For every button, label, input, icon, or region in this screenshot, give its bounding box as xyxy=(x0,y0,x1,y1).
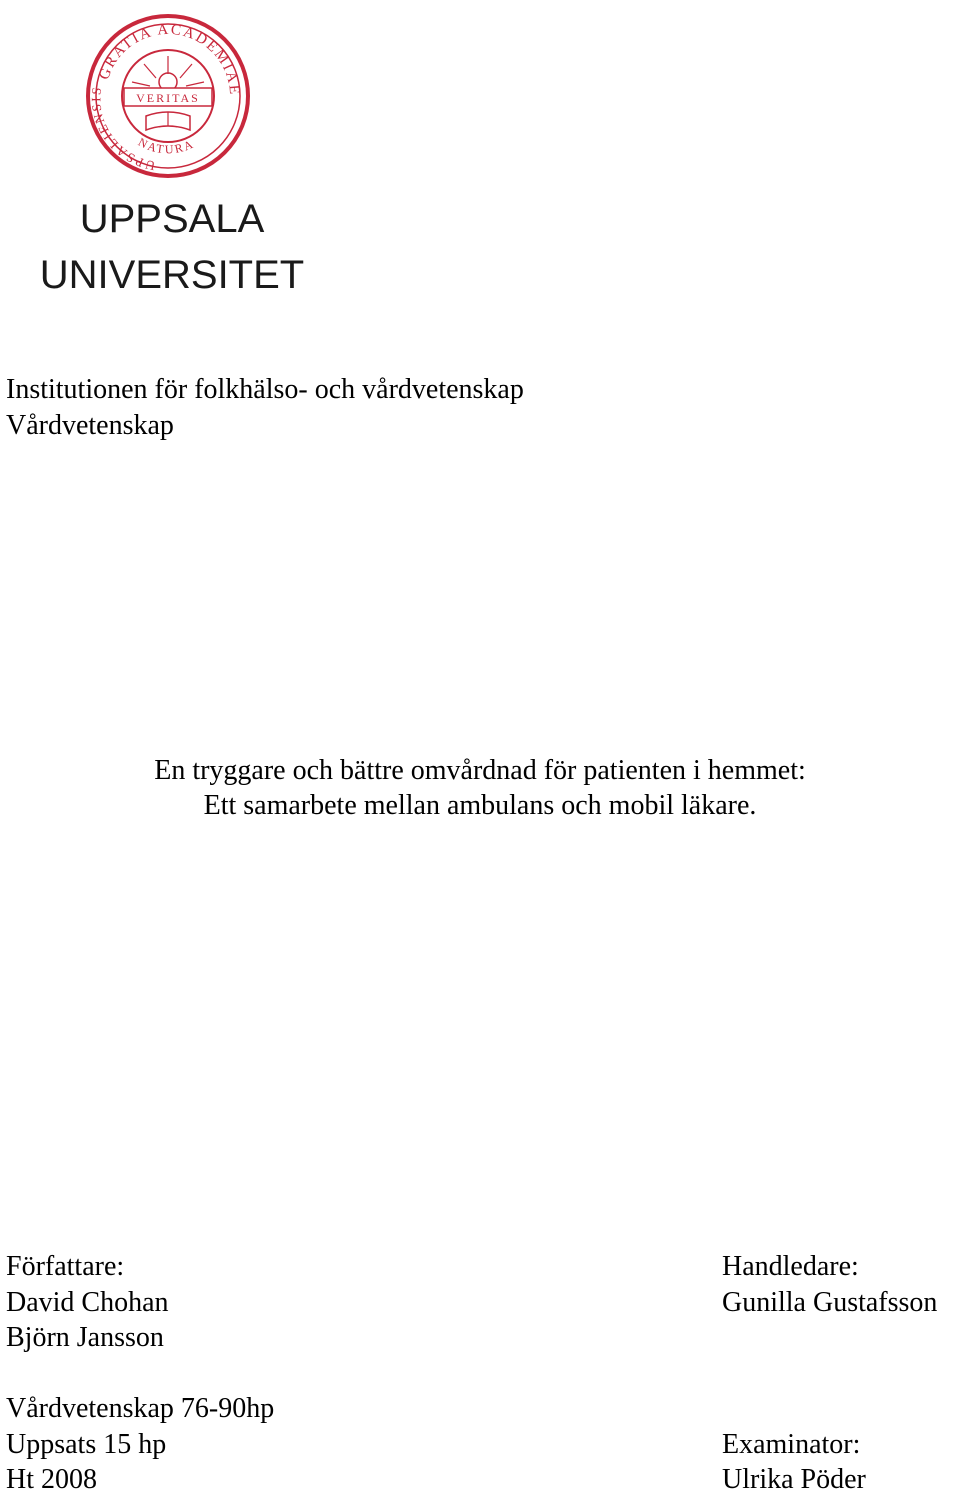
author-name: Björn Jansson xyxy=(6,1322,164,1353)
seal-banner-text: VERITAS xyxy=(136,91,200,105)
course-thesis: Uppsats 15 hp xyxy=(6,1429,167,1460)
seal-text-bottom: NATURA xyxy=(135,134,197,157)
wordmark-line-2: UNIVERSITET xyxy=(39,253,305,296)
university-wordmark-logo xyxy=(22,196,322,296)
examiner-name: Ulrika Pöder xyxy=(722,1464,866,1495)
department-name: Institutionen för folkhälso- och vårdvetenskap xyxy=(6,374,524,405)
supervisor-label: Handledare: xyxy=(722,1251,859,1282)
course-term: Ht 2008 xyxy=(6,1464,97,1495)
seal-text-left: UPSALIENSIS xyxy=(88,84,157,174)
svg-text:NATURA xyxy=(136,135,197,157)
author-name: David Chohan xyxy=(6,1287,169,1318)
authors-label: Författare: xyxy=(6,1251,125,1282)
wordmark-line-1: UPPSALA xyxy=(79,197,265,241)
subject-name: Vårdvetenskap xyxy=(6,410,174,441)
seal-text-top: GRATIA ACADEMIAE xyxy=(96,21,243,97)
examiner-label: Examinator: xyxy=(722,1429,861,1460)
university-seal-logo xyxy=(84,12,252,180)
supervisor-name: Gunilla Gustafsson xyxy=(722,1287,938,1318)
course-program: Vårdvetenskap 76-90hp xyxy=(6,1393,275,1424)
thesis-title-line-1: En tryggare och bättre omvårdnad för patienten i hemmet: xyxy=(154,755,806,786)
thesis-title-line-2: Ett samarbete mellan ambulans och mobil läkare. xyxy=(203,790,757,821)
